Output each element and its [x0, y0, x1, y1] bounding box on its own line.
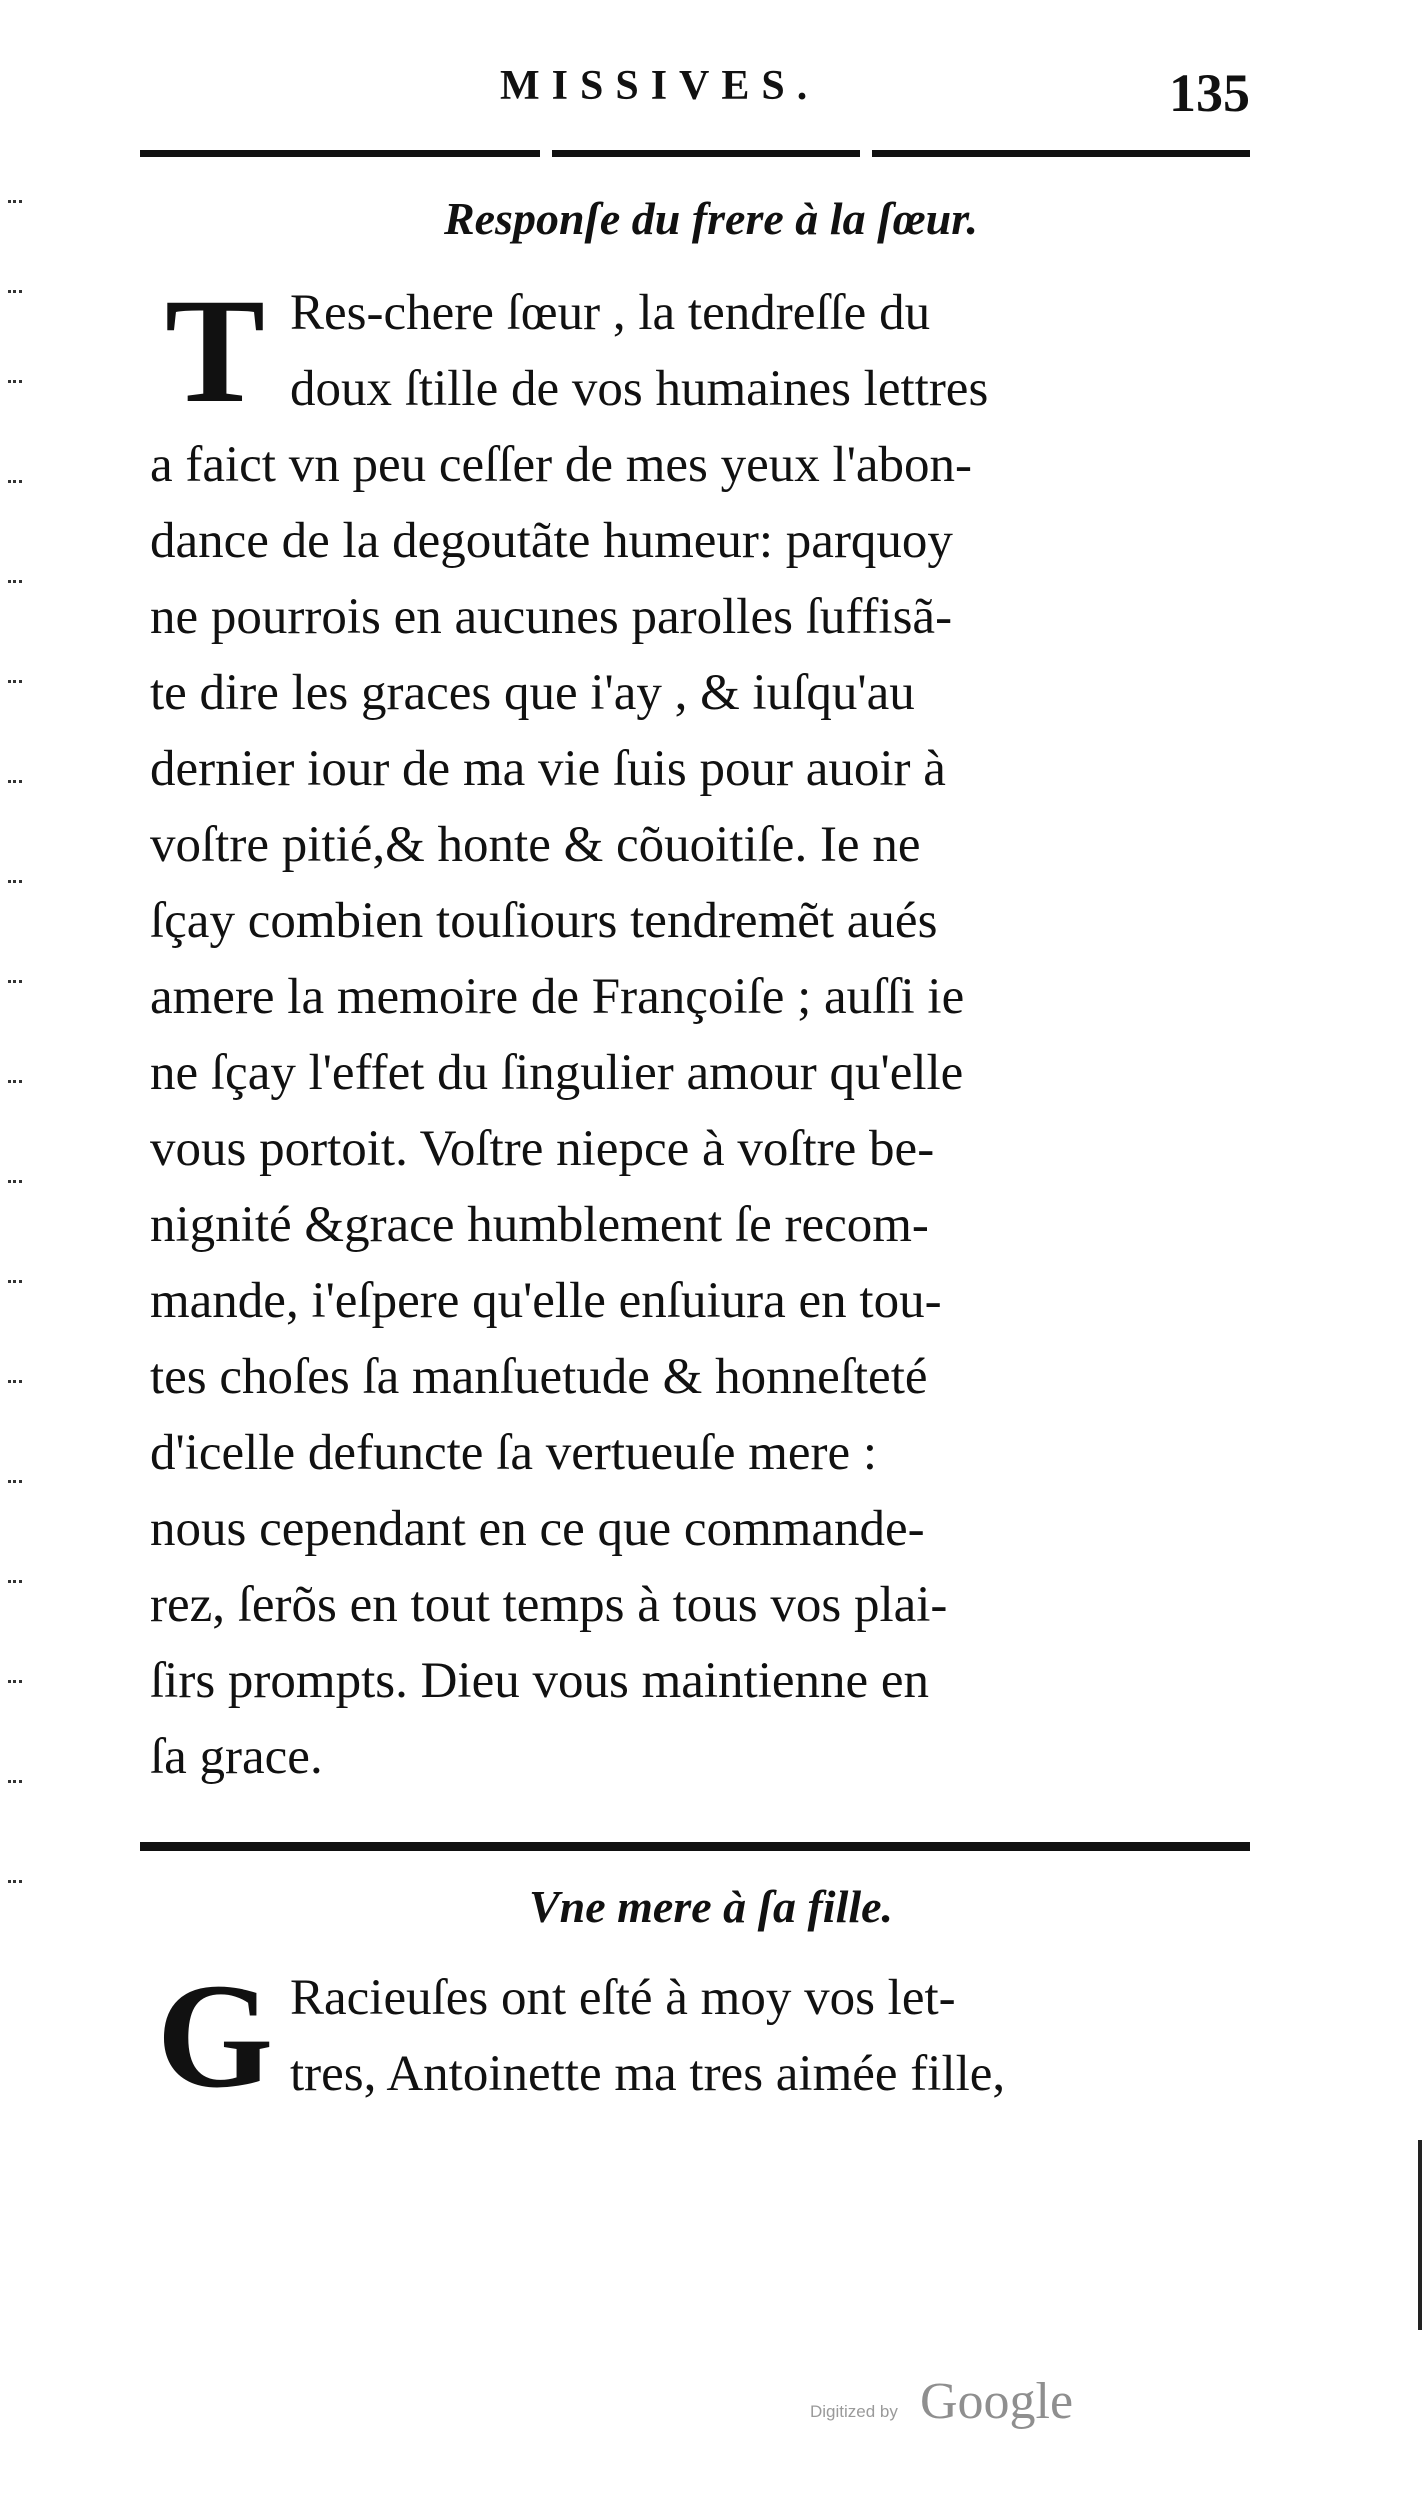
text-line: ne pourrois en aucunes parolles ſuffisã-	[150, 589, 953, 645]
facing-page-gutter	[0, 180, 36, 2080]
text-line: doux ſtille de vos humaines lettres	[290, 361, 989, 417]
text-line: nous cependant en ce que commande-	[150, 1501, 925, 1557]
text-line: ne ſçay l'effet du ſingulier amour qu'elle	[150, 1045, 964, 1101]
text-line: tres, Antoinette ma tres aimée fille,	[290, 2046, 1006, 2102]
text-line: ſirs prompts. Dieu vous maintienne en	[150, 1653, 930, 1709]
text-line: amere la memoire de Françoiſe ; auſſi ie	[150, 969, 965, 1025]
drop-cap: T	[164, 268, 266, 434]
letter-title: Vne mere à ſa fille.	[528, 1881, 894, 1932]
text-line: ſçay combien touſiours tendremẽt aués	[150, 893, 938, 949]
text-line: mande, i'eſpere qu'elle enſuiura en tou-	[150, 1273, 942, 1329]
page-edge-mark	[1418, 2140, 1422, 2330]
text-line: voſtre pitié,& honte & cõuoitiſe. Ie ne	[150, 817, 921, 873]
text-line: Racieuſes ont eſté à moy vos let-	[290, 1970, 956, 2026]
text-line: dernier iour de ma vie ſuis pour auoir à	[150, 741, 946, 797]
text-line: Res-chere ſœur , la tendreſſe du	[290, 285, 931, 341]
page-header	[150, 62, 1250, 132]
drop-cap: G	[156, 1953, 274, 2119]
text-line: d'icelle defuncte ſa vertueuſe mere :	[150, 1425, 878, 1481]
page-number: 135	[1169, 63, 1250, 123]
text-line: tes choſes ſa manſuetude & honneſteté	[150, 1349, 928, 1405]
section-divider-rule	[140, 1842, 1250, 1851]
digitized-watermark	[810, 2372, 1110, 2442]
watermark-prefix: Digitized by	[810, 2402, 898, 2421]
letter-body	[150, 1953, 1250, 2119]
running-title: MISSIVES.	[500, 63, 820, 109]
text-line: vous portoit. Voſtre niepce à voſtre be-	[150, 1121, 935, 1177]
letter-body	[150, 268, 1250, 1795]
text-line: nignité &grace humblement ſe recom-	[150, 1197, 929, 1253]
text-line: a faict vn peu ceſſer de mes yeux l'abon-	[150, 437, 973, 493]
text-line: dance de la degoutãte humeur: parquoy	[150, 513, 953, 569]
text-line: rez, ſerõs en tout temps à tous vos plai-	[150, 1577, 948, 1633]
text-line: te dire les graces que i'ay , & iuſqu'au	[150, 665, 915, 721]
header-rule	[140, 150, 1250, 157]
letter-title: Responſe du frere à la ſœur.	[443, 193, 979, 244]
google-logo: Google	[920, 2373, 1074, 2430]
text-line: ſa grace.	[150, 1729, 323, 1785]
